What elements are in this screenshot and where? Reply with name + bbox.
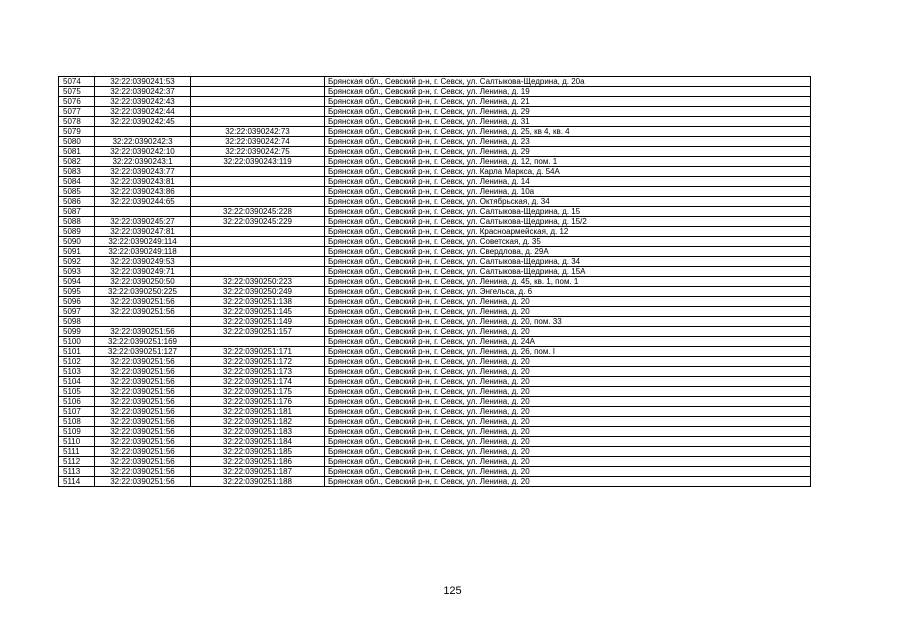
table-row <box>59 337 811 347</box>
address-cell: Брянская обл., Севский р-н, г. Севск, ул. Ленина, д. 20 <box>325 457 811 467</box>
table-row <box>59 87 811 97</box>
table-row <box>59 227 811 237</box>
row-number-cell: 5095 <box>59 287 95 297</box>
linked-cadastral-number-cell: 32:22:0390251:186 <box>191 457 325 467</box>
table-row <box>59 187 811 197</box>
address-cell: Брянская обл., Севский р-н, г. Севск, ул. Красноармейская, д. 12 <box>325 227 811 237</box>
address-cell: Брянская обл., Севский р-н, г. Севск, ул. Ленина, д. 20 <box>325 307 811 317</box>
linked-cadastral-number-cell <box>191 257 325 267</box>
address-cell: Брянская обл., Севский р-н, г. Севск, ул. Ленина, д. 21 <box>325 97 811 107</box>
cadastral-number-cell: 32:22:0390243:77 <box>95 167 191 177</box>
cadastral-number-cell: 32:22:0390242:44 <box>95 107 191 117</box>
linked-cadastral-number-cell: 32:22:0390242:74 <box>191 137 325 147</box>
table-row <box>59 197 811 207</box>
address-cell: Брянская обл., Севский р-н, г. Севск, ул. Энгельса, д. 6 <box>325 287 811 297</box>
address-cell: Брянская обл., Севский р-н, г. Севск, ул. Ленина, д. 20 <box>325 427 811 437</box>
linked-cadastral-number-cell: 32:22:0390251:182 <box>191 417 325 427</box>
table-row <box>59 397 811 407</box>
address-cell: Брянская обл., Севский р-н, г. Севск, ул. Салтыкова-Щедрина, д. 15/2 <box>325 217 811 227</box>
address-cell: Брянская обл., Севский р-н, г. Севск, ул. Карла Маркса, д. 54А <box>325 167 811 177</box>
table-row <box>59 477 811 487</box>
cadastral-number-cell: 32:22:0390251:56 <box>95 387 191 397</box>
address-cell: Брянская обл., Севский р-н, г. Севск, ул. Салтыкова-Щедрина, д. 34 <box>325 257 811 267</box>
row-number-cell: 5109 <box>59 427 95 437</box>
row-number-cell: 5114 <box>59 477 95 487</box>
cadastral-number-cell: 32:22:0390245:27 <box>95 217 191 227</box>
cadastral-number-cell: 32:22:0390251:56 <box>95 427 191 437</box>
cadastral-number-cell: 32:22:0390242:10 <box>95 147 191 157</box>
cadastral-number-cell: 32:22:0390249:118 <box>95 247 191 257</box>
linked-cadastral-number-cell <box>191 107 325 117</box>
linked-cadastral-number-cell: 32:22:0390242:73 <box>191 127 325 137</box>
table-row <box>59 107 811 117</box>
address-cell: Брянская обл., Севский р-н, г. Севск, ул. Ленина, д. 20 <box>325 417 811 427</box>
address-cell: Брянская обл., Севский р-н, г. Севск, ул. Ленина, д. 20 <box>325 327 811 337</box>
cadastral-number-cell: 32:22:0390250:50 <box>95 277 191 287</box>
linked-cadastral-number-cell: 32:22:0390251:172 <box>191 357 325 367</box>
table-row <box>59 77 811 87</box>
address-cell: Брянская обл., Севский р-н, г. Севск, ул. Ленина, д. 19 <box>325 87 811 97</box>
address-cell: Брянская обл., Севский р-н, г. Севск, ул. Ленина, д. 29 <box>325 107 811 117</box>
cadastral-number-cell: 32:22:0390251:56 <box>95 297 191 307</box>
table-row <box>59 307 811 317</box>
linked-cadastral-number-cell <box>191 177 325 187</box>
row-number-cell: 5099 <box>59 327 95 337</box>
cadastral-number-cell: 32:22:0390251:56 <box>95 377 191 387</box>
table-row <box>59 377 811 387</box>
table-row <box>59 287 811 297</box>
row-number-cell: 5103 <box>59 367 95 377</box>
row-number-cell: 5081 <box>59 147 95 157</box>
linked-cadastral-number-cell: 32:22:0390250:223 <box>191 277 325 287</box>
linked-cadastral-number-cell: 32:22:0390243:119 <box>191 157 325 167</box>
table-row <box>59 447 811 457</box>
address-cell: Брянская обл., Севский р-н, г. Севск, ул. Ленина, д. 10а <box>325 187 811 197</box>
row-number-cell: 5105 <box>59 387 95 397</box>
row-number-cell: 5076 <box>59 97 95 107</box>
address-cell: Брянская обл., Севский р-н, г. Севск, ул. Ленина, д. 12, пом. 1 <box>325 157 811 167</box>
address-cell: Брянская обл., Севский р-н, г. Севск, ул. Свердлова, д. 29А <box>325 247 811 257</box>
address-cell: Брянская обл., Севский р-н, г. Севск, ул. Ленина, д. 20 <box>325 367 811 377</box>
cadastral-number-cell: 32:22:0390251:56 <box>95 447 191 457</box>
cadastral-number-cell: 32:22:0390251:56 <box>95 407 191 417</box>
linked-cadastral-number-cell <box>191 267 325 277</box>
row-number-cell: 5089 <box>59 227 95 237</box>
row-number-cell: 5098 <box>59 317 95 327</box>
row-number-cell: 5096 <box>59 297 95 307</box>
table-row <box>59 127 811 137</box>
linked-cadastral-number-cell: 32:22:0390251:183 <box>191 427 325 437</box>
cadastral-number-cell: 32:22:0390243:1 <box>95 157 191 167</box>
row-number-cell: 5087 <box>59 207 95 217</box>
row-number-cell: 5082 <box>59 157 95 167</box>
row-number-cell: 5104 <box>59 377 95 387</box>
linked-cadastral-number-cell: 32:22:0390245:228 <box>191 207 325 217</box>
cadastral-number-cell: 32:22:0390242:37 <box>95 87 191 97</box>
row-number-cell: 5112 <box>59 457 95 467</box>
linked-cadastral-number-cell: 32:22:0390251:138 <box>191 297 325 307</box>
table-row <box>59 207 811 217</box>
table-row <box>59 217 811 227</box>
cadastral-number-cell: 32:22:0390251:127 <box>95 347 191 357</box>
table-row <box>59 387 811 397</box>
linked-cadastral-number-cell <box>191 117 325 127</box>
address-cell: Брянская обл., Севский р-н, г. Севск, ул. Ленина, д. 20 <box>325 407 811 417</box>
linked-cadastral-number-cell <box>191 97 325 107</box>
address-cell: Брянская обл., Севский р-н, г. Севск, ул. Ленина, д. 31 <box>325 117 811 127</box>
linked-cadastral-number-cell: 32:22:0390251:173 <box>191 367 325 377</box>
cadastral-number-cell <box>95 317 191 327</box>
linked-cadastral-number-cell: 32:22:0390251:181 <box>191 407 325 417</box>
table-row <box>59 407 811 417</box>
address-cell: Брянская обл., Севский р-н, г. Севск, ул. Октябрьская, д. 34 <box>325 197 811 207</box>
linked-cadastral-number-cell: 32:22:0390250:249 <box>191 287 325 297</box>
address-cell: Брянская обл., Севский р-н, г. Севск, ул. Ленина, д. 45, кв. 1, пом. 1 <box>325 277 811 287</box>
row-number-cell: 5083 <box>59 167 95 177</box>
table-row <box>59 257 811 267</box>
table-row <box>59 167 811 177</box>
address-cell: Брянская обл., Севский р-н, г. Севск, ул. Ленина, д. 23 <box>325 137 811 147</box>
cadastral-number-cell: 32:22:0390251:56 <box>95 367 191 377</box>
table-row <box>59 177 811 187</box>
cadastral-number-cell: 32:22:0390250:225 <box>95 287 191 297</box>
cadastral-number-cell: 32:22:0390242:45 <box>95 117 191 127</box>
linked-cadastral-number-cell: 32:22:0390251:174 <box>191 377 325 387</box>
table-row <box>59 117 811 127</box>
cadastral-number-cell: 32:22:0390251:56 <box>95 437 191 447</box>
cadastral-number-cell: 32:22:0390242:43 <box>95 97 191 107</box>
row-number-cell: 5097 <box>59 307 95 317</box>
table-row <box>59 327 811 337</box>
table-row <box>59 367 811 377</box>
table-row <box>59 467 811 477</box>
row-number-cell: 5079 <box>59 127 95 137</box>
table-row <box>59 317 811 327</box>
table-row <box>59 297 811 307</box>
cadastral-number-cell: 32:22:0390241:53 <box>95 77 191 87</box>
cadastral-number-cell: 32:22:0390244:65 <box>95 197 191 207</box>
linked-cadastral-number-cell <box>191 167 325 177</box>
row-number-cell: 5088 <box>59 217 95 227</box>
cadastral-number-cell: 32:22:0390249:71 <box>95 267 191 277</box>
row-number-cell: 5085 <box>59 187 95 197</box>
cadastral-number-cell: 32:22:0390251:56 <box>95 357 191 367</box>
table-row <box>59 97 811 107</box>
row-number-cell: 5102 <box>59 357 95 367</box>
table-row <box>59 267 811 277</box>
table-row <box>59 417 811 427</box>
linked-cadastral-number-cell <box>191 187 325 197</box>
registry-table <box>58 76 811 487</box>
linked-cadastral-number-cell <box>191 237 325 247</box>
linked-cadastral-number-cell <box>191 227 325 237</box>
row-number-cell: 5091 <box>59 247 95 257</box>
table-row <box>59 457 811 467</box>
table-row <box>59 157 811 167</box>
address-cell: Брянская обл., Севский р-н, г. Севск, ул. Ленина, д. 20 <box>325 467 811 477</box>
linked-cadastral-number-cell: 32:22:0390242:75 <box>191 147 325 157</box>
row-number-cell: 5075 <box>59 87 95 97</box>
row-number-cell: 5084 <box>59 177 95 187</box>
table-row <box>59 357 811 367</box>
row-number-cell: 5094 <box>59 277 95 287</box>
cadastral-number-cell: 32:22:0390243:81 <box>95 177 191 187</box>
cadastral-number-cell: 32:22:0390242:3 <box>95 137 191 147</box>
cadastral-number-cell <box>95 207 191 217</box>
table-row <box>59 347 811 357</box>
row-number-cell: 5090 <box>59 237 95 247</box>
table-row <box>59 147 811 157</box>
cadastral-number-cell <box>95 127 191 137</box>
address-cell: Брянская обл., Севский р-н, г. Севск, ул. Ленина, д. 20 <box>325 357 811 367</box>
row-number-cell: 5111 <box>59 447 95 457</box>
address-cell: Брянская обл., Севский р-н, г. Севск, ул. Ленина, д. 20 <box>325 447 811 457</box>
address-cell: Брянская обл., Севский р-н, г. Севск, ул. Салтыкова-Щедрина, д. 20а <box>325 77 811 87</box>
linked-cadastral-number-cell: 32:22:0390251:184 <box>191 437 325 447</box>
cadastral-number-cell: 32:22:0390251:56 <box>95 457 191 467</box>
address-cell: Брянская обл., Севский р-н, г. Севск, ул. Салтыкова-Щедрина, д. 15 <box>325 207 811 217</box>
registry-table-body <box>59 77 811 487</box>
cadastral-number-cell: 32:22:0390251:56 <box>95 397 191 407</box>
address-cell: Брянская обл., Севский р-н, г. Севск, ул. Ленина, д. 26, пом. I <box>325 347 811 357</box>
cadastral-number-cell: 32:22:0390251:56 <box>95 417 191 427</box>
address-cell: Брянская обл., Севский р-н, г. Севск, ул. Ленина, д. 20, пом. 33 <box>325 317 811 327</box>
row-number-cell: 5110 <box>59 437 95 447</box>
cadastral-number-cell: 32:22:0390249:53 <box>95 257 191 267</box>
table-row <box>59 277 811 287</box>
row-number-cell: 5080 <box>59 137 95 147</box>
linked-cadastral-number-cell <box>191 77 325 87</box>
table-row <box>59 247 811 257</box>
linked-cadastral-number-cell <box>191 247 325 257</box>
linked-cadastral-number-cell <box>191 337 325 347</box>
row-number-cell: 5077 <box>59 107 95 117</box>
cadastral-number-cell: 32:22:0390251:56 <box>95 307 191 317</box>
address-cell: Брянская обл., Севский р-н, г. Севск, ул. Ленина, д. 20 <box>325 387 811 397</box>
table-row <box>59 427 811 437</box>
linked-cadastral-number-cell: 32:22:0390251:185 <box>191 447 325 457</box>
address-cell: Брянская обл., Севский р-н, г. Севск, ул. Ленина, д. 20 <box>325 297 811 307</box>
row-number-cell: 5086 <box>59 197 95 207</box>
address-cell: Брянская обл., Севский р-н, г. Севск, ул. Ленина, д. 20 <box>325 477 811 487</box>
table-row <box>59 237 811 247</box>
address-cell: Брянская обл., Севский р-н, г. Севск, ул. Ленина, д. 29 <box>325 147 811 157</box>
row-number-cell: 5093 <box>59 267 95 277</box>
row-number-cell: 5074 <box>59 77 95 87</box>
address-cell: Брянская обл., Севский р-н, г. Севск, ул. Ленина, д. 20 <box>325 397 811 407</box>
address-cell: Брянская обл., Севский р-н, г. Севск, ул. Ленина, д. 14 <box>325 177 811 187</box>
linked-cadastral-number-cell: 32:22:0390251:171 <box>191 347 325 357</box>
address-cell: Брянская обл., Севский р-н, г. Севск, ул. Ленина, д. 20 <box>325 437 811 447</box>
cadastral-number-cell: 32:22:0390249:114 <box>95 237 191 247</box>
address-cell: Брянская обл., Севский р-н, г. Севск, ул. Ленина, д. 24А <box>325 337 811 347</box>
linked-cadastral-number-cell: 32:22:0390251:157 <box>191 327 325 337</box>
row-number-cell: 5108 <box>59 417 95 427</box>
cadastral-number-cell: 32:22:0390251:169 <box>95 337 191 347</box>
row-number-cell: 5113 <box>59 467 95 477</box>
address-cell: Брянская обл., Севский р-н, г. Севск, ул. Советская, д. 35 <box>325 237 811 247</box>
table-row <box>59 437 811 447</box>
linked-cadastral-number-cell <box>191 87 325 97</box>
page-number: 125 <box>443 585 462 597</box>
cadastral-number-cell: 32:22:0390251:56 <box>95 327 191 337</box>
cadastral-number-cell: 32:22:0390251:56 <box>95 477 191 487</box>
row-number-cell: 5106 <box>59 397 95 407</box>
address-cell: Брянская обл., Севский р-н, г. Севск, ул. Ленина, д. 20 <box>325 377 811 387</box>
cadastral-number-cell: 32:22:0390247:81 <box>95 227 191 237</box>
address-cell: Брянская обл., Севский р-н, г. Севск, ул. Салтыкова-Щедрина, д. 15А <box>325 267 811 277</box>
cadastral-number-cell: 32:22:0390243:86 <box>95 187 191 197</box>
linked-cadastral-number-cell: 32:22:0390251:149 <box>191 317 325 327</box>
row-number-cell: 5078 <box>59 117 95 127</box>
table-row <box>59 137 811 147</box>
linked-cadastral-number-cell: 32:22:0390251:176 <box>191 397 325 407</box>
linked-cadastral-number-cell <box>191 197 325 207</box>
row-number-cell: 5092 <box>59 257 95 267</box>
linked-cadastral-number-cell: 32:22:0390251:188 <box>191 477 325 487</box>
linked-cadastral-number-cell: 32:22:0390245:229 <box>191 217 325 227</box>
linked-cadastral-number-cell: 32:22:0390251:145 <box>191 307 325 317</box>
row-number-cell: 5107 <box>59 407 95 417</box>
address-cell: Брянская обл., Севский р-н, г. Севск, ул. Ленина, д. 25, кв 4, кв. 4 <box>325 127 811 137</box>
linked-cadastral-number-cell: 32:22:0390251:175 <box>191 387 325 397</box>
row-number-cell: 5100 <box>59 337 95 347</box>
cadastral-number-cell: 32:22:0390251:56 <box>95 467 191 477</box>
row-number-cell: 5101 <box>59 347 95 357</box>
linked-cadastral-number-cell: 32:22:0390251:187 <box>191 467 325 477</box>
